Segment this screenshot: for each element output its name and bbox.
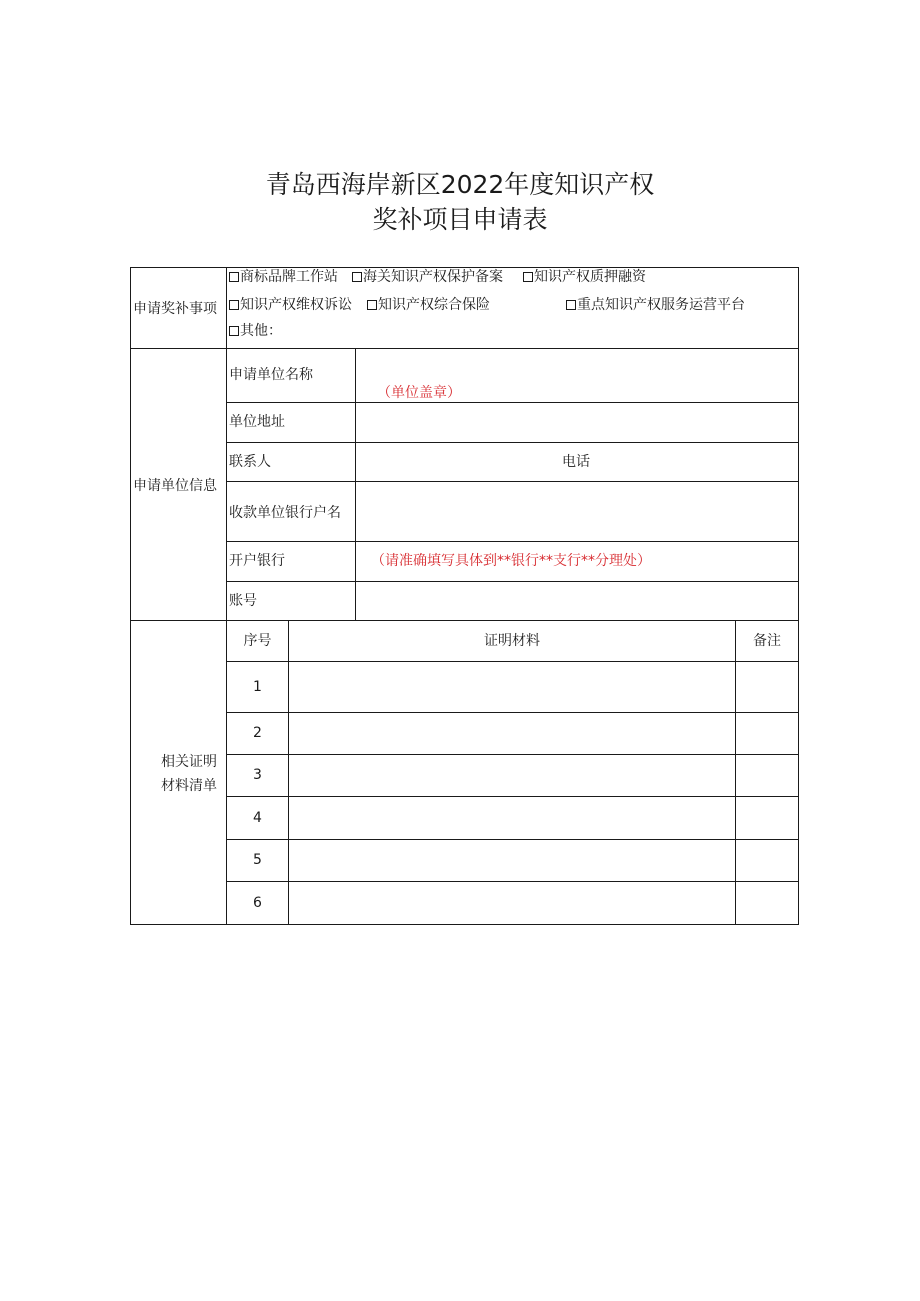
option-insurance[interactable]: 知识产权综合保险	[367, 296, 490, 314]
option-pledge-financing[interactable]: 知识产权质押融资	[523, 268, 646, 286]
header-material: 证明材料	[484, 633, 540, 649]
bank-hint: （请准确填写具体到**银行**支行**分理处）	[371, 553, 651, 569]
table-row: 1	[253, 679, 262, 695]
form-title-line1: 青岛西海岸新区2022年度知识产权	[265, 170, 655, 199]
contact-label: 联系人	[229, 454, 271, 470]
checkbox-icon[interactable]	[566, 300, 576, 310]
header-remark: 备注	[753, 633, 781, 649]
form-title-line2: 奖补项目申请表	[372, 205, 548, 234]
bank-field[interactable]	[357, 543, 796, 579]
checkbox-icon[interactable]	[229, 300, 239, 310]
unit-info-label: 申请单位信息	[133, 478, 217, 494]
checkbox-icon[interactable]	[367, 300, 377, 310]
account-label: 账号	[229, 593, 257, 609]
table-row: 2	[253, 725, 262, 741]
table-row: 3	[253, 767, 262, 783]
table-row: 6	[253, 895, 262, 911]
contact-phone-field[interactable]	[357, 444, 796, 479]
header-serial: 序号	[243, 633, 272, 649]
option-customs-record[interactable]: 海关知识产权保护备案	[352, 268, 503, 286]
materials-label-line1: 相关证明	[161, 754, 217, 770]
option-service-platform[interactable]: 重点知识产权服务运营平台	[566, 296, 745, 314]
table-row: 4	[253, 810, 262, 826]
payee-label: 收款单位银行户名	[229, 505, 341, 521]
phone-label: 电话	[562, 454, 590, 470]
checkbox-icon[interactable]	[229, 326, 239, 336]
materials-label-line2: 材料清单	[161, 778, 217, 794]
unit-name-label: 申请单位名称	[229, 367, 313, 383]
bank-label: 开户银行	[229, 553, 285, 569]
option-trademark-station[interactable]: 商标品牌工作站	[229, 268, 338, 286]
checkbox-icon[interactable]	[523, 272, 533, 282]
checkbox-icon[interactable]	[352, 272, 362, 282]
option-litigation[interactable]: 知识产权维权诉讼	[229, 296, 352, 314]
payee-field[interactable]	[357, 483, 796, 539]
table-row: 5	[253, 852, 262, 868]
address-field[interactable]	[357, 404, 796, 440]
account-field[interactable]	[357, 583, 796, 618]
address-label: 单位地址	[229, 414, 285, 430]
seal-hint: （单位盖章）	[377, 385, 461, 401]
option-other[interactable]: 其他：	[229, 322, 282, 340]
items-label: 申请奖补事项	[133, 301, 217, 317]
unit-name-field[interactable]	[357, 350, 796, 400]
checkbox-icon[interactable]	[229, 272, 239, 282]
